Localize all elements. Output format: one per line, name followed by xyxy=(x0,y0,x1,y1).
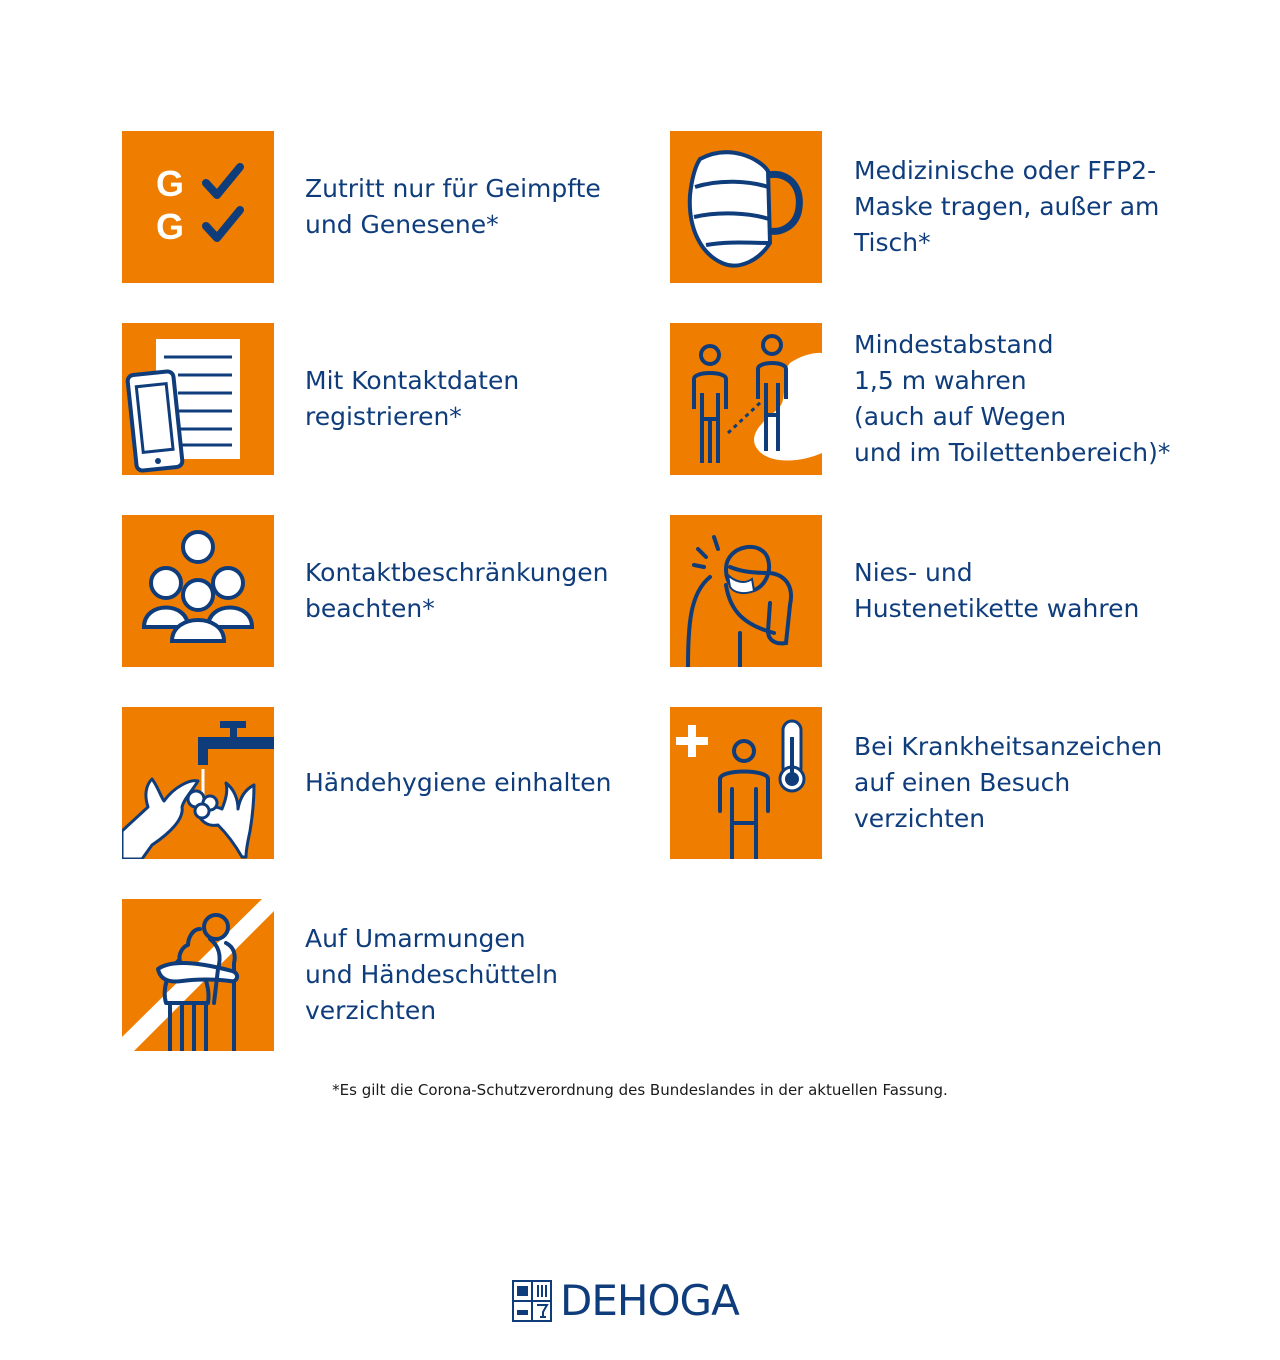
rule-label-vaccinated: Zutritt nur für Geimpfte und Genesene* xyxy=(305,174,601,239)
no-hugging-icon xyxy=(122,899,274,1051)
rule-label-sick: Bei Krankheitsanzeichen auf einen Besuch verzichten xyxy=(854,732,1163,833)
rule-label-hand-hygiene: Händehygiene einhalten xyxy=(305,768,612,797)
group-contacts-icon xyxy=(122,515,274,667)
rule-label-sneeze: Nies- und Hustenetikette wahren xyxy=(854,558,1140,623)
g-letter-1: G xyxy=(155,163,185,204)
rule-label-contact-limits: Kontaktbeschränkungen beachten* xyxy=(305,558,609,623)
distance-icon xyxy=(670,323,822,475)
dehoga-logo-text: DEHOGA xyxy=(560,1276,739,1325)
footnote: *Es gilt die Corona-Schutzverordnung des Bundeslandes in der aktuellen Fassung. xyxy=(332,1081,948,1099)
face-mask-icon xyxy=(670,131,822,283)
g-letter-2: G xyxy=(155,206,185,247)
contact-registration-icon xyxy=(122,323,274,475)
rule-label-no-hugging: Auf Umarmungen und Händeschütteln verzichten xyxy=(305,924,558,1025)
rule-label-distance: Mindestabstand 1,5 m wahren (auch auf Wegen und im Toilettenbereich)* xyxy=(854,330,1171,467)
rule-label-registration: Mit Kontaktdaten registrieren* xyxy=(305,366,520,431)
hand-washing-icon xyxy=(122,707,274,859)
sneeze-etiquette-icon xyxy=(670,515,822,667)
rule-label-mask: Medizinische oder FFP2- Maske tragen, außer am Tisch* xyxy=(854,156,1160,257)
sick-symptoms-icon xyxy=(670,707,822,859)
vaccinated-recovered-check-icon xyxy=(122,131,274,283)
dehoga-logo xyxy=(512,1278,739,1324)
dehoga-logo-icon xyxy=(512,1280,552,1322)
